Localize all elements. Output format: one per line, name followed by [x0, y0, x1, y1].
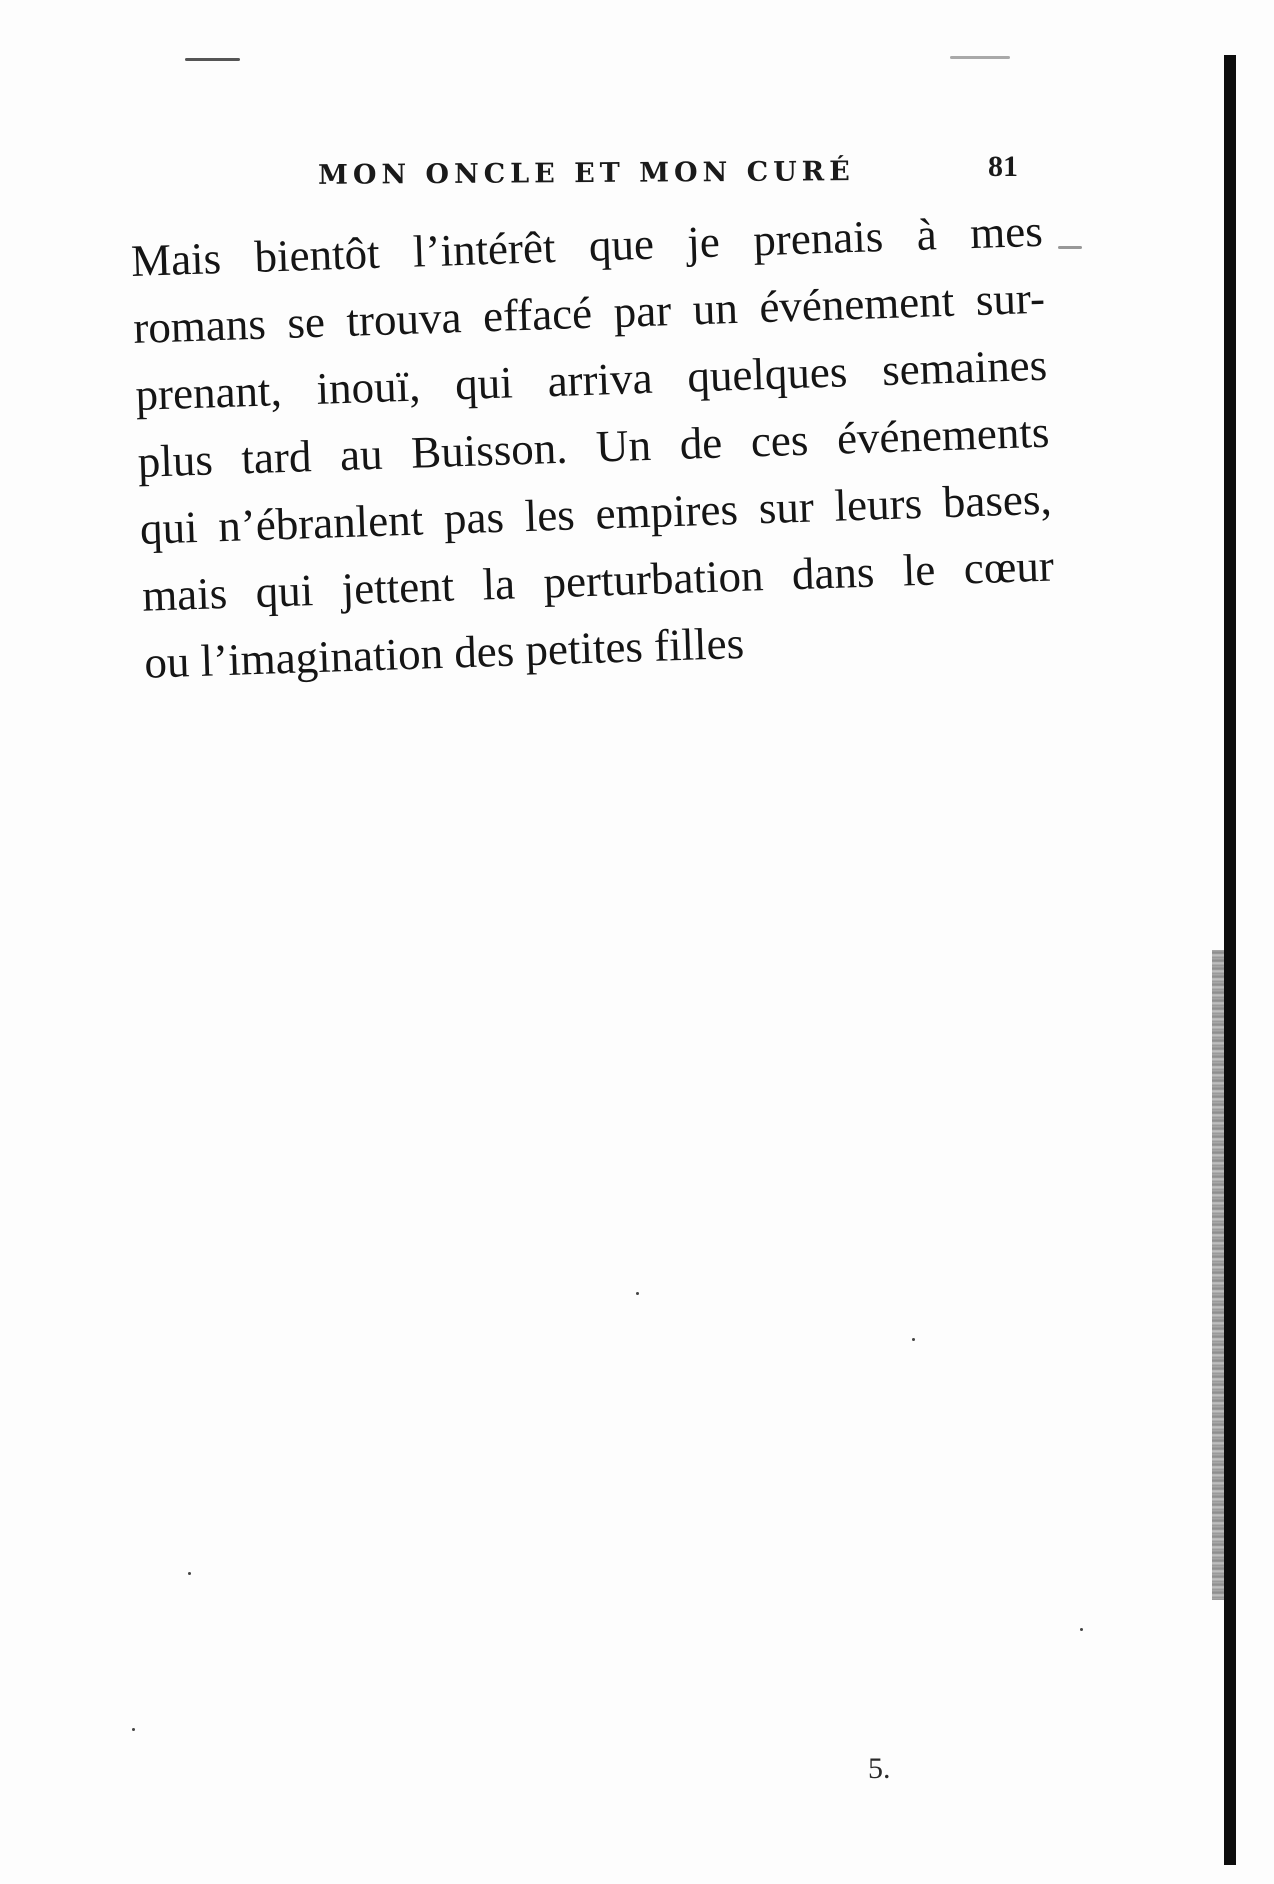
scan-smudge [950, 56, 1010, 59]
scan-speck [188, 1572, 191, 1575]
page-number: 81 [988, 150, 1018, 183]
text-line: plus tard au Buisson. Un de ces événements [136, 406, 1051, 487]
scan-speck [912, 1338, 915, 1341]
text-line: romans se trouva effacé par un événement sur- [132, 272, 1046, 353]
paragraph [130, 198, 1057, 697]
scan-smudge [1058, 246, 1082, 249]
text-line: ou l’imagination des petites filles [143, 617, 745, 688]
text-line: Mais bientôt l’intérêt que je prenais à mes [130, 205, 1044, 286]
scan-speck [636, 1292, 639, 1295]
signature-mark: 5. [868, 1752, 891, 1785]
scan-edge-grain [1212, 950, 1224, 1600]
scan-smudge [185, 58, 240, 61]
text-line: mais qui jettent la perturbation dans le cœur [141, 540, 1055, 621]
scan-speck [1080, 1628, 1083, 1631]
running-head: MON ONCLE ET MON CURÉ [317, 156, 855, 191]
scan-speck [132, 1728, 135, 1731]
text-line: qui n’ébranlent pas les empires sur leurs bases, [139, 473, 1053, 554]
scan-edge-shadow [1224, 55, 1236, 1865]
text-line: prenant, inouï, qui arriva quelques semaines [134, 339, 1048, 420]
